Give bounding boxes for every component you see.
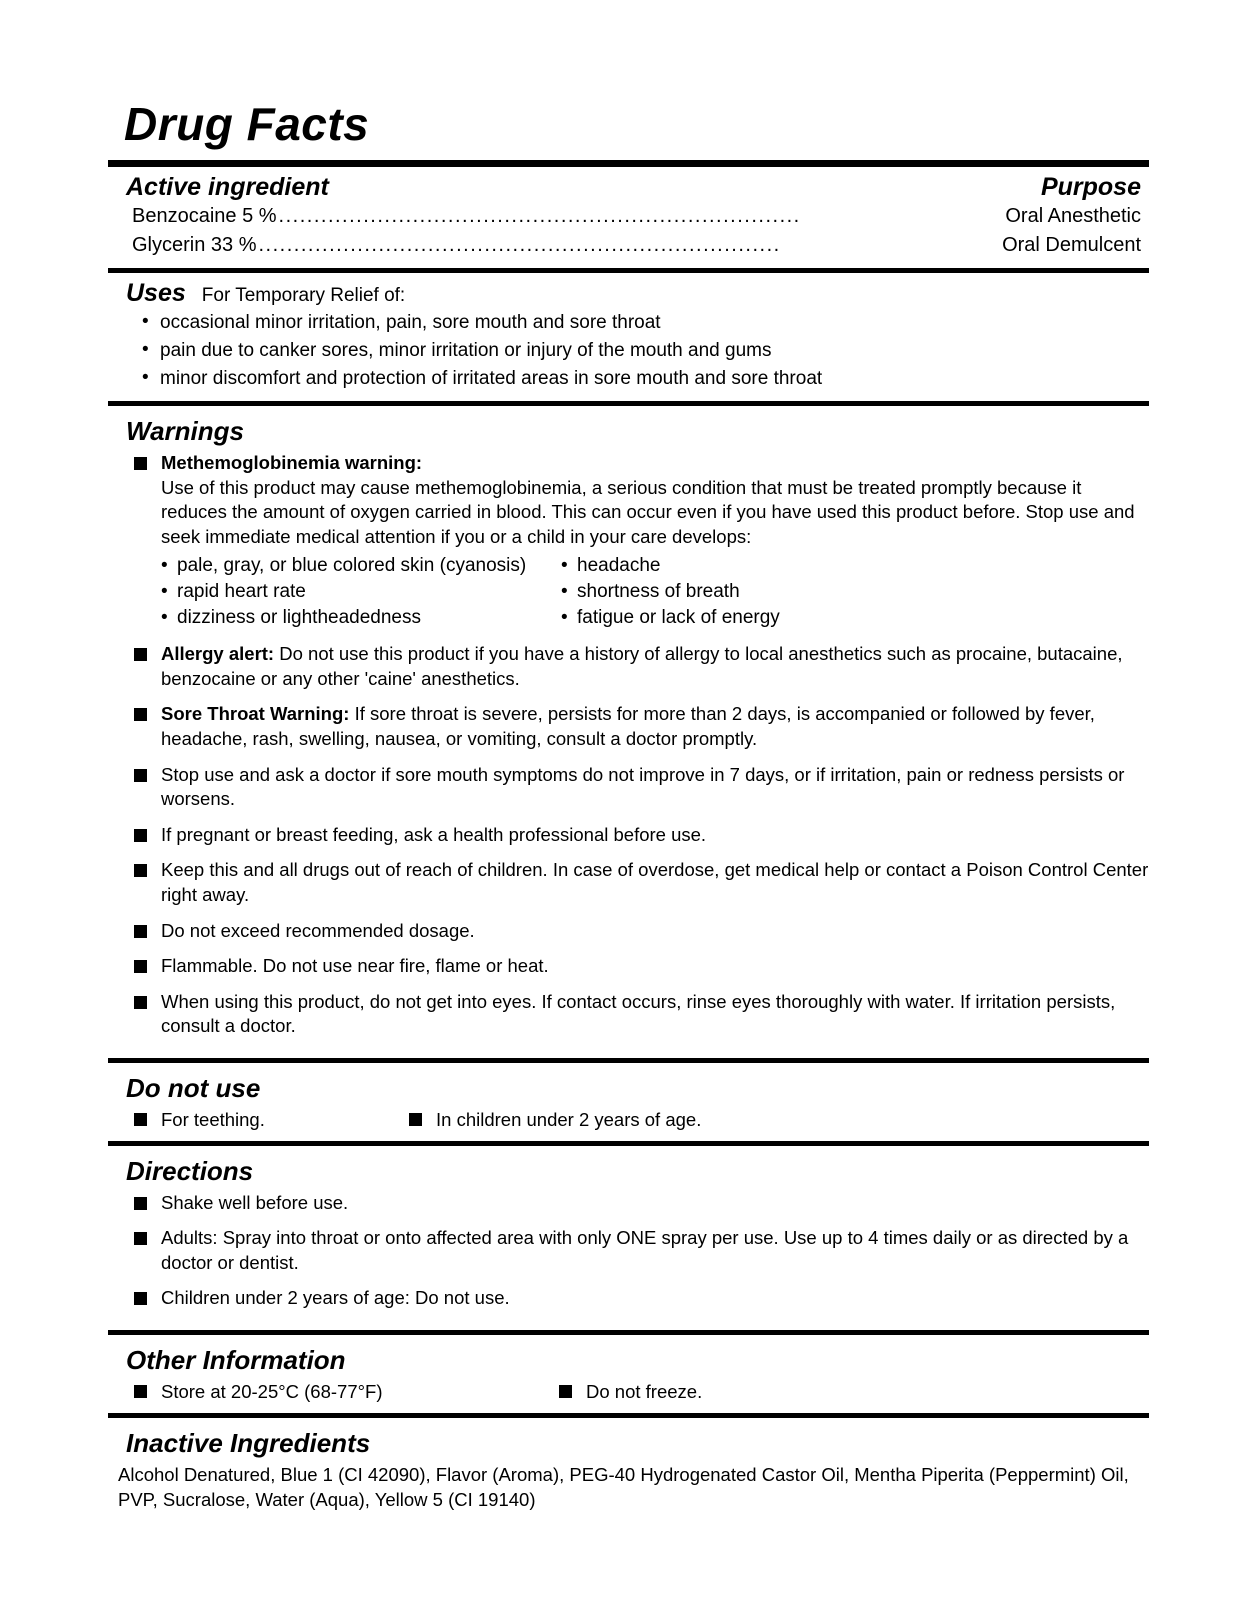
list-item: • pain due to canker sores, minor irritation or injury of the mouth and gums (142, 338, 1149, 364)
list-item: • minor discomfort and protection of irritated areas in sore mouth and sore throat (142, 366, 1149, 392)
ingredient-purpose: Oral Demulcent (1002, 234, 1141, 257)
warnings-heading: Warnings (126, 416, 244, 447)
other-information-row (108, 1380, 1149, 1405)
section-do-not-use (108, 1063, 1149, 1141)
directions-list (108, 1191, 1149, 1311)
list-item: • headache (561, 553, 891, 579)
direction-text: Children under 2 years of age: Do not use. (161, 1287, 510, 1309)
warning-sore-throat (128, 702, 1149, 751)
do-not-use-text: In children under 2 years of age. (436, 1108, 702, 1130)
square-bullet-icon (134, 996, 147, 1009)
list-item: • fatigue or lack of energy (561, 605, 891, 631)
square-bullet-icon (134, 925, 147, 938)
section-active-ingredient (108, 167, 1149, 268)
active-ingredient-header-row (108, 173, 1149, 202)
active-ingredient-row (108, 231, 1149, 260)
warning-methemoglobinemia (128, 451, 1149, 631)
inactive-ingredients-text: Alcohol Denatured, Blue 1 (CI 42090), Flavor (Aroma), PEG-40 Hydrogenated Castor Oil, Mentha Piperita (Peppermint) Oil, PVP, Sucralose, Water (Aqua), Yellow 5 (CI 19140) (118, 1463, 1129, 1511)
square-bullet-icon (134, 829, 147, 842)
square-bullet-icon (134, 960, 147, 973)
warning-label: Allergy alert: (161, 643, 275, 665)
list-item: • occasional minor irritation, pain, sore mouth and sore throat (142, 310, 1149, 336)
do-not-use-left (128, 1108, 403, 1133)
direction-text: Adults: Spray into throat or onto affected area with only ONE spray per use. Use up to 4 times daily or as directed by a doctor or dentist. (161, 1227, 1129, 1273)
section-uses (108, 273, 1149, 401)
square-bullet-icon (134, 769, 147, 782)
dot-leader: .......................................................................... (258, 234, 781, 257)
ingredient-name: Glycerin 33 % (132, 234, 257, 257)
square-bullet-icon (134, 1292, 147, 1305)
square-bullet-icon (134, 1385, 147, 1398)
dot-leader: .......................................................................... (278, 205, 801, 228)
warning-allergy-alert (128, 642, 1149, 691)
drug-facts-label (108, 100, 1149, 1521)
warning-text: Do not use this product if you have a history of allergy to local anesthetics such as procaine, butacaine, benzocaine or any other 'caine' anesthetics. (161, 643, 1123, 689)
uses-header-row (108, 279, 1149, 308)
square-bullet-icon (134, 1232, 147, 1245)
symptom-list-right (561, 553, 891, 632)
ingredient-name: Benzocaine 5 % (132, 205, 277, 228)
list-item: • dizziness or lightheadedness (161, 605, 561, 631)
warning-label: Methemoglobinemia warning: (161, 452, 423, 474)
uses-subheading: For Temporary Relief of: (201, 285, 406, 307)
other-information-right (553, 1380, 702, 1405)
warning-stop-use (128, 763, 1149, 812)
warning-text: If pregnant or breast feeding, ask a health professional before use. (161, 823, 707, 845)
square-bullet-icon (134, 1113, 147, 1126)
warning-text: Flammable. Do not use near fire, flame or heat. (161, 955, 549, 977)
square-bullet-icon (559, 1385, 572, 1398)
inactive-ingredients-heading: Inactive Ingredients (126, 1427, 371, 1458)
do-not-use-row (108, 1108, 1149, 1133)
divider (108, 160, 1149, 167)
warnings-list (108, 451, 1149, 1039)
square-bullet-icon (134, 1197, 147, 1210)
list-item: • pale, gray, or blue colored skin (cyanosis) (161, 553, 561, 579)
storage-text: Store at 20-25°C (68-77°F) (161, 1380, 383, 1402)
square-bullet-icon (134, 864, 147, 877)
warning-flammable (128, 954, 1149, 979)
section-other-information (108, 1335, 1149, 1413)
do-not-use-right (403, 1108, 701, 1133)
square-bullet-icon (409, 1113, 422, 1126)
direction-item (128, 1226, 1149, 1275)
directions-heading: Directions (126, 1155, 254, 1186)
freeze-text: Do not freeze. (586, 1380, 703, 1402)
square-bullet-icon (134, 708, 147, 721)
direction-item (128, 1191, 1149, 1216)
section-inactive-ingredients (108, 1418, 1149, 1521)
section-warnings (108, 406, 1149, 1058)
warning-text: Do not exceed recommended dosage. (161, 919, 475, 941)
active-ingredient-row (108, 202, 1149, 231)
square-bullet-icon (134, 457, 147, 470)
uses-heading: Uses (126, 279, 186, 308)
warning-text: When using this product, do not get into eyes. If contact occurs, rinse eyes thoroughly with water. If irritation persists, consult a doctor. (161, 990, 1116, 1037)
uses-list (108, 310, 1149, 391)
warning-text: Stop use and ask a doctor if sore mouth symptoms do not improve in 7 days, or if irritation, pain or redness persists or worsens. (161, 763, 1125, 810)
other-information-left (128, 1380, 553, 1405)
symptom-columns (161, 553, 1149, 632)
warning-eye-contact (128, 990, 1149, 1039)
ingredient-purpose: Oral Anesthetic (1005, 205, 1141, 228)
other-information-heading: Other Information (126, 1344, 346, 1375)
page-title: Drug Facts (124, 98, 370, 150)
active-ingredient-heading: Active ingredient (126, 173, 329, 202)
do-not-use-heading: Do not use (126, 1072, 261, 1103)
direction-item (128, 1286, 1149, 1311)
section-directions (108, 1146, 1149, 1330)
purpose-heading: Purpose (1040, 173, 1141, 202)
warning-text: If sore throat is severe, persists for more than 2 days, is accompanied or followed by fever, headache, rash, swelling, nausea, or vomiting, consult a doctor promptly. (161, 703, 1095, 750)
warning-pregnancy (128, 823, 1149, 848)
direction-text: Shake well before use. (161, 1191, 349, 1213)
list-item: • rapid heart rate (161, 579, 561, 605)
list-item: • shortness of breath (561, 579, 891, 605)
warning-text: Use of this product may cause methemoglobinemia, a serious condition that must be treated promptly because it reduces the amount of oxygen carried in blood. This can occur even if you have used this product before. Stop use and seek immediate medical attention if you or a child in your care develops: (161, 476, 1135, 547)
do-not-use-text: For teething. (161, 1108, 265, 1130)
warning-dosage (128, 919, 1149, 944)
symptom-list-left (161, 553, 561, 632)
warning-text: Keep this and all drugs out of reach of children. In case of overdose, get medical help or contact a Poison Control Center right away. (161, 859, 1149, 905)
square-bullet-icon (134, 648, 147, 661)
warning-keep-out-of-reach (128, 858, 1149, 907)
warning-label: Sore Throat Warning: (161, 703, 350, 725)
